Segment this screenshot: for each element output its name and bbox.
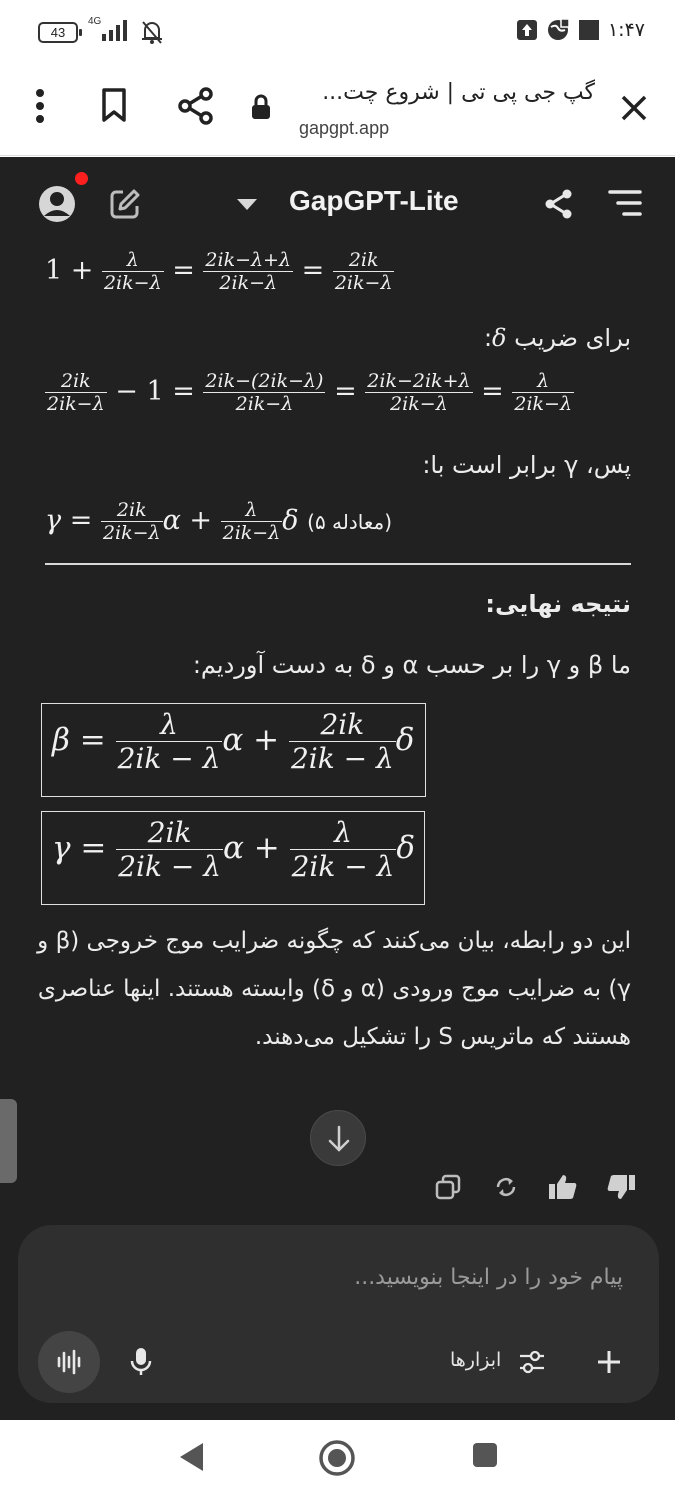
recents-icon[interactable] xyxy=(472,1442,498,1468)
explanation-paragraph: این دو رابطه، بیان می‌کنند که چگونه ضرایب موج خروجی (β و γ) به ضرایب موج ورودی (α و δ) وابسته هستند. اینها عناصری هستند که ماتریس S را تشکیل می‌دهند. xyxy=(37,928,631,1050)
lock-icon xyxy=(250,94,272,120)
battery-indicator xyxy=(38,22,78,43)
equation-tag: (معادله ۵) xyxy=(307,510,393,534)
thumbs-down-icon[interactable] xyxy=(606,1173,636,1201)
browser-toolbar xyxy=(0,64,675,156)
divider xyxy=(45,563,631,565)
vpn-globe-icon xyxy=(546,18,570,42)
equation-line-1: 1 + $\frac{\lambda}{2ik-\lambda}$ = $\frac{2ik-\lambda+\lambda}{2ik-\lambda}$ = $\frac{2ik}{2ik-\lambda}$ xyxy=(45,249,393,294)
tools-label[interactable]: ابزارها xyxy=(450,1349,502,1371)
arrow-down-icon xyxy=(311,1111,367,1167)
notification-dot xyxy=(75,172,88,185)
share-icon[interactable] xyxy=(542,187,576,221)
share-icon[interactable] xyxy=(176,86,216,126)
upload-icon xyxy=(516,19,538,41)
delta-coefficient-label: برای ضریب δ: xyxy=(483,324,631,352)
status-bar xyxy=(0,0,675,64)
scroll-handle[interactable] xyxy=(0,1099,17,1183)
close-tab-icon[interactable] xyxy=(620,94,648,122)
bookmark-icon[interactable] xyxy=(99,86,129,126)
add-icon[interactable] xyxy=(596,1349,622,1375)
copy-icon[interactable] xyxy=(434,1173,462,1201)
delta-label-text: برای ضریب xyxy=(514,324,631,352)
menu-icon[interactable] xyxy=(608,189,642,217)
boxed-beta-equation: β = $\frac{\lambda}{2ik - \lambda}$ α + $\frac{2ik}{2ik - \lambda}$ δ xyxy=(41,703,426,797)
clock: ۱:۴۷ xyxy=(607,19,645,41)
voice-mode-button[interactable] xyxy=(38,1331,100,1393)
model-selector[interactable]: GapGPT-Lite xyxy=(289,185,459,216)
final-intro: ما β و γ را بر حسب α و δ به دست آوردیم: xyxy=(192,651,631,679)
gamma-label: پس، γ برابر است با: xyxy=(422,451,631,479)
message-composer[interactable] xyxy=(18,1225,659,1403)
microphone-icon[interactable] xyxy=(130,1347,152,1377)
back-icon[interactable] xyxy=(176,1440,206,1474)
sliders-icon[interactable] xyxy=(518,1349,546,1375)
signal-icon xyxy=(100,20,132,42)
more-options-icon[interactable] xyxy=(30,86,50,126)
equation-line-2: $\frac{2ik}{2ik-\lambda}$ − 1 = $\frac{2ik-(2ik-\lambda)}{2ik-\lambda}$ = $\frac{2ik-2ik+\lambda}{2ik-\lambda}$ = $\frac{\lambda}{2ik-\lambda}$ xyxy=(47,370,572,415)
equation-line-3: γ = $\frac{2ik}{2ik-\lambda}$ α + $\frac{\lambda}{2ik-\lambda}$ δ (معادله ۵) xyxy=(45,499,393,544)
page-url[interactable]: gapgpt.app xyxy=(299,118,390,138)
app-header xyxy=(0,157,675,249)
account-icon[interactable] xyxy=(38,185,76,223)
waveform-icon xyxy=(38,1331,100,1393)
thumbs-up-icon[interactable] xyxy=(548,1173,578,1201)
page-title[interactable]: گپ جی پی تی | شروع چت... xyxy=(322,80,595,105)
notifications-off-icon xyxy=(140,19,164,45)
network-type: 4G xyxy=(88,16,102,27)
new-chat-icon[interactable] xyxy=(108,187,142,221)
scroll-down-button[interactable] xyxy=(310,1110,366,1166)
system-nav-bar xyxy=(0,1420,675,1500)
final-heading: نتیجه نهایی: xyxy=(485,590,631,618)
home-icon[interactable] xyxy=(318,1439,356,1477)
regenerate-icon[interactable] xyxy=(492,1173,520,1201)
screen-record-icon xyxy=(578,19,600,41)
message-input[interactable]: پیام خود را در اینجا بنویسید... xyxy=(354,1265,623,1290)
chat-app xyxy=(0,157,675,1420)
battery-level: 43 xyxy=(50,25,66,40)
chevron-down-icon[interactable] xyxy=(237,199,257,211)
boxed-gamma-equation: γ = $\frac{2ik}{2ik - \lambda}$ α + $\frac{\lambda}{2ik - \lambda}$ δ xyxy=(41,811,425,905)
